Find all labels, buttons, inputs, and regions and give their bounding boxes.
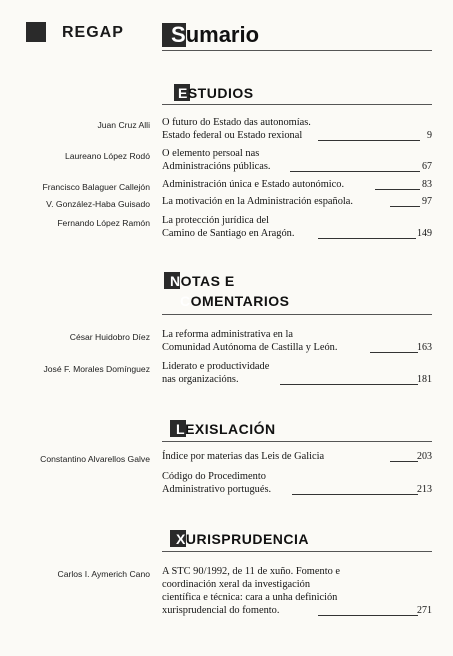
section-title-notas: NOTAS E [170,273,235,289]
section-title-estudios: ESTUDIOS [178,85,254,101]
section-title-xurisprudencia: XURISPRUDENCIA [176,531,310,547]
entry-title: Estado federal ou Estado rexional [162,130,303,141]
entry-author: Laureano López Rodó [64,151,150,161]
entry-title: Comunidad Autónoma de Castilla y León. [162,342,338,353]
entry-page-number: 181 [417,374,432,385]
entry-author: Fernando López Ramón [57,218,150,228]
page-title: Sumario [171,22,260,47]
entry-author: V. González-Haba Guisado [46,199,150,209]
journal-logo: REGAP [62,24,124,41]
leader-line [370,352,418,353]
entry-page-number: 9 [427,130,432,141]
leader-line [390,206,420,207]
entry-page-number: 149 [417,228,432,239]
section-rule [162,551,432,552]
entry-title: A STC 90/1992, de 11 de xuño. Fomento e [162,566,340,577]
logo-square-icon [26,22,46,42]
leader-line [280,384,418,385]
leader-line [318,615,418,616]
header-rule [162,50,432,51]
entry-title: científica e técnica: cara a unha definición [162,592,338,603]
leader-line [375,189,420,190]
entry-page-number: 213 [417,484,432,495]
section-title-comentarios: COMENTARIOS [180,293,290,309]
entry-author: César Huidobro Díez [69,332,150,342]
section-title-lexislacion: LEXISLACIÓN [176,421,276,437]
entry-title: Camino de Santiago en Aragón. [162,228,295,239]
entry-author: Juan Cruz Alli [97,120,150,130]
entry-title: coordinación xeral da investigación [162,579,311,590]
section-rule [162,441,432,442]
entry-title: La protección jurídica del [162,215,270,226]
entry-title: O futuro do Estado das autonomías. [162,117,311,128]
entry-title: O elemento persoal nas [162,148,260,159]
entry-title: nas organizacións. [162,374,239,385]
entry-page-number: 97 [422,196,432,207]
entry-title: xurisprudencial do fomento. [162,605,280,616]
leader-line [292,494,418,495]
leader-line [318,238,416,239]
entry-author: José F. Morales Domínguez [43,364,150,374]
entry-title: Administración única e Estado autonómico. [162,179,345,190]
entry-page-number: 203 [417,451,432,462]
entry-page-number: 67 [422,161,432,172]
entry-author: Carlos I. Aymerich Cano [57,569,150,579]
entry-title: Código do Procedimento [162,471,266,482]
entry-title: Índice por materias das Leis de Galicia [162,451,325,462]
entry-author: Constantino Alvarellos Galve [40,454,150,464]
entry-page-number: 271 [417,605,432,616]
section-rule [162,314,432,315]
entry-author: Francisco Balaguer Callejón [42,182,150,192]
entry-page-number: 163 [417,342,432,353]
leader-line [290,171,420,172]
entry-title: Administrativo portugués. [162,484,272,495]
entry-title: Liderato e productividade [162,361,270,372]
entry-title: La reforma administrativa en la [162,329,293,340]
leader-line [390,461,418,462]
section-rule [162,104,432,105]
entry-title: La motivación en la Administración española. [162,196,354,207]
entry-title: Administracións públicas. [162,161,271,172]
entry-page-number: 83 [422,179,432,190]
leader-line [318,140,420,141]
